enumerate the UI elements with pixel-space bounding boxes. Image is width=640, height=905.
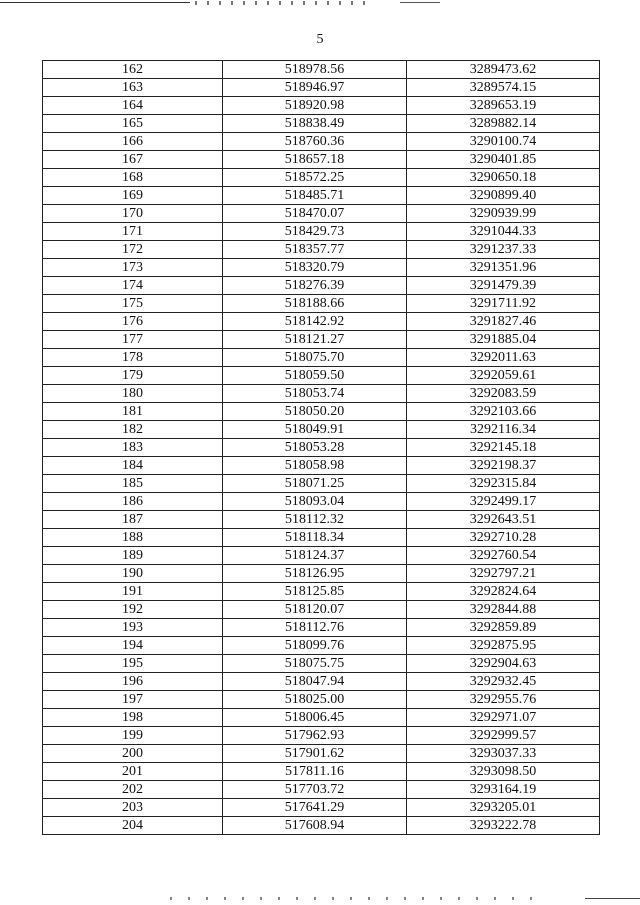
y-coordinate-cell: 3293164.19 (407, 781, 600, 799)
point-number-cell: 174 (43, 277, 223, 295)
table-row (43, 493, 600, 511)
point-number-cell: 182 (43, 421, 223, 439)
table-row (43, 115, 600, 133)
y-coordinate-cell: 3290650.18 (407, 169, 600, 187)
scan-line (400, 2, 440, 3)
table-row (43, 475, 600, 493)
y-coordinate-cell: 3292315.84 (407, 475, 600, 493)
table-row (43, 511, 600, 529)
table-row (43, 601, 600, 619)
x-coordinate-cell: 518978.56 (223, 61, 407, 79)
y-coordinate-cell: 3291885.04 (407, 331, 600, 349)
point-number-cell: 199 (43, 727, 223, 745)
point-number-cell: 192 (43, 601, 223, 619)
table-row (43, 403, 600, 421)
y-coordinate-cell: 3292710.28 (407, 529, 600, 547)
table-row (43, 223, 600, 241)
y-coordinate-cell: 3292859.89 (407, 619, 600, 637)
point-number-cell: 165 (43, 115, 223, 133)
table-row (43, 97, 600, 115)
table-row (43, 421, 600, 439)
y-coordinate-cell: 3291237.33 (407, 241, 600, 259)
x-coordinate-cell: 518112.32 (223, 511, 407, 529)
point-number-cell: 195 (43, 655, 223, 673)
y-coordinate-cell: 3292824.64 (407, 583, 600, 601)
scan-dots (195, 1, 365, 5)
point-number-cell: 197 (43, 691, 223, 709)
y-coordinate-cell: 3292971.07 (407, 709, 600, 727)
x-coordinate-cell: 518058.98 (223, 457, 407, 475)
y-coordinate-cell: 3292083.59 (407, 385, 600, 403)
y-coordinate-cell: 3291044.33 (407, 223, 600, 241)
x-coordinate-cell: 518025.00 (223, 691, 407, 709)
table-row (43, 79, 600, 97)
table-row (43, 205, 600, 223)
point-number-cell: 186 (43, 493, 223, 511)
point-number-cell: 163 (43, 79, 223, 97)
point-number-cell: 164 (43, 97, 223, 115)
table-row (43, 295, 600, 313)
x-coordinate-cell: 518126.95 (223, 565, 407, 583)
y-coordinate-cell: 3292643.51 (407, 511, 600, 529)
scan-artifact-bottom (0, 893, 640, 903)
y-coordinate-cell: 3292499.17 (407, 493, 600, 511)
point-number-cell: 187 (43, 511, 223, 529)
table-row (43, 277, 600, 295)
x-coordinate-cell: 518071.25 (223, 475, 407, 493)
coordinate-table-body (43, 61, 600, 835)
x-coordinate-cell: 518075.70 (223, 349, 407, 367)
table-row (43, 691, 600, 709)
y-coordinate-cell: 3292844.88 (407, 601, 600, 619)
y-coordinate-cell: 3289882.14 (407, 115, 600, 133)
point-number-cell: 185 (43, 475, 223, 493)
y-coordinate-cell: 3293037.33 (407, 745, 600, 763)
point-number-cell: 203 (43, 799, 223, 817)
table-row (43, 61, 600, 79)
x-coordinate-cell: 518053.28 (223, 439, 407, 457)
y-coordinate-cell: 3291827.46 (407, 313, 600, 331)
point-number-cell: 173 (43, 259, 223, 277)
table-row (43, 385, 600, 403)
point-number-cell: 189 (43, 547, 223, 565)
y-coordinate-cell: 3289574.15 (407, 79, 600, 97)
x-coordinate-cell: 518050.20 (223, 403, 407, 421)
y-coordinate-cell: 3291479.39 (407, 277, 600, 295)
table-row (43, 727, 600, 745)
point-number-cell: 184 (43, 457, 223, 475)
x-coordinate-cell: 518276.39 (223, 277, 407, 295)
table-row (43, 259, 600, 277)
table-row (43, 349, 600, 367)
point-number-cell: 168 (43, 169, 223, 187)
y-coordinate-cell: 3292059.61 (407, 367, 600, 385)
x-coordinate-cell: 518049.91 (223, 421, 407, 439)
y-coordinate-cell: 3292797.21 (407, 565, 600, 583)
point-number-cell: 172 (43, 241, 223, 259)
x-coordinate-cell: 518838.49 (223, 115, 407, 133)
y-coordinate-cell: 3292904.63 (407, 655, 600, 673)
point-number-cell: 194 (43, 637, 223, 655)
x-coordinate-cell: 518142.92 (223, 313, 407, 331)
point-number-cell: 193 (43, 619, 223, 637)
x-coordinate-cell: 517962.93 (223, 727, 407, 745)
x-coordinate-cell: 517811.16 (223, 763, 407, 781)
table-row (43, 367, 600, 385)
point-number-cell: 179 (43, 367, 223, 385)
y-coordinate-cell: 3293205.01 (407, 799, 600, 817)
x-coordinate-cell: 518093.04 (223, 493, 407, 511)
table-row (43, 331, 600, 349)
x-coordinate-cell: 517901.62 (223, 745, 407, 763)
point-number-cell: 170 (43, 205, 223, 223)
x-coordinate-cell: 518429.73 (223, 223, 407, 241)
x-coordinate-cell: 518121.27 (223, 331, 407, 349)
table-row (43, 583, 600, 601)
y-coordinate-cell: 3292875.95 (407, 637, 600, 655)
page-number: 5 (316, 32, 324, 47)
table-row (43, 637, 600, 655)
point-number-cell: 176 (43, 313, 223, 331)
y-coordinate-cell: 3290100.74 (407, 133, 600, 151)
point-number-cell: 171 (43, 223, 223, 241)
x-coordinate-cell: 518485.71 (223, 187, 407, 205)
x-coordinate-cell: 518320.79 (223, 259, 407, 277)
y-coordinate-cell: 3292116.34 (407, 421, 600, 439)
x-coordinate-cell: 518053.74 (223, 385, 407, 403)
table-row (43, 565, 600, 583)
table-row (43, 241, 600, 259)
y-coordinate-cell: 3292760.54 (407, 547, 600, 565)
point-number-cell: 166 (43, 133, 223, 151)
point-number-cell: 188 (43, 529, 223, 547)
table-row (43, 151, 600, 169)
y-coordinate-cell: 3289473.62 (407, 61, 600, 79)
x-coordinate-cell: 518059.50 (223, 367, 407, 385)
x-coordinate-cell: 518920.98 (223, 97, 407, 115)
point-number-cell: 162 (43, 61, 223, 79)
y-coordinate-cell: 3292011.63 (407, 349, 600, 367)
x-coordinate-cell: 518125.85 (223, 583, 407, 601)
point-number-cell: 202 (43, 781, 223, 799)
y-coordinate-cell: 3292198.37 (407, 457, 600, 475)
table-row (43, 529, 600, 547)
table-row (43, 673, 600, 691)
x-coordinate-cell: 518120.07 (223, 601, 407, 619)
point-number-cell: 167 (43, 151, 223, 169)
scan-line (585, 898, 640, 899)
scan-artifact-top (0, 0, 640, 14)
y-coordinate-cell: 3290899.40 (407, 187, 600, 205)
x-coordinate-cell: 518124.37 (223, 547, 407, 565)
table-row (43, 313, 600, 331)
table-row (43, 817, 600, 835)
x-coordinate-cell: 518572.25 (223, 169, 407, 187)
table-row (43, 619, 600, 637)
x-coordinate-cell: 517608.94 (223, 817, 407, 835)
x-coordinate-cell: 518760.36 (223, 133, 407, 151)
point-number-cell: 204 (43, 817, 223, 835)
x-coordinate-cell: 518470.07 (223, 205, 407, 223)
table-row (43, 745, 600, 763)
y-coordinate-cell: 3292145.18 (407, 439, 600, 457)
point-number-cell: 178 (43, 349, 223, 367)
y-coordinate-cell: 3292955.76 (407, 691, 600, 709)
table-row (43, 709, 600, 727)
scan-dots (170, 897, 540, 900)
x-coordinate-cell: 518075.75 (223, 655, 407, 673)
table-row (43, 133, 600, 151)
point-number-cell: 196 (43, 673, 223, 691)
y-coordinate-cell: 3290401.85 (407, 151, 600, 169)
y-coordinate-cell: 3291711.92 (407, 295, 600, 313)
point-number-cell: 169 (43, 187, 223, 205)
x-coordinate-cell: 518099.76 (223, 637, 407, 655)
table-row (43, 187, 600, 205)
x-coordinate-cell: 518188.66 (223, 295, 407, 313)
point-number-cell: 198 (43, 709, 223, 727)
y-coordinate-cell: 3291351.96 (407, 259, 600, 277)
coordinate-table (42, 60, 600, 835)
y-coordinate-cell: 3293222.78 (407, 817, 600, 835)
y-coordinate-cell: 3290939.99 (407, 205, 600, 223)
point-number-cell: 177 (43, 331, 223, 349)
point-number-cell: 201 (43, 763, 223, 781)
y-coordinate-cell: 3289653.19 (407, 97, 600, 115)
x-coordinate-cell: 518006.45 (223, 709, 407, 727)
table-row (43, 781, 600, 799)
point-number-cell: 191 (43, 583, 223, 601)
y-coordinate-cell: 3293098.50 (407, 763, 600, 781)
x-coordinate-cell: 518657.18 (223, 151, 407, 169)
y-coordinate-cell: 3292103.66 (407, 403, 600, 421)
x-coordinate-cell: 517703.72 (223, 781, 407, 799)
x-coordinate-cell: 518047.94 (223, 673, 407, 691)
y-coordinate-cell: 3292932.45 (407, 673, 600, 691)
point-number-cell: 183 (43, 439, 223, 457)
point-number-cell: 200 (43, 745, 223, 763)
table-row (43, 439, 600, 457)
point-number-cell: 175 (43, 295, 223, 313)
x-coordinate-cell: 517641.29 (223, 799, 407, 817)
table-row (43, 457, 600, 475)
x-coordinate-cell: 518946.97 (223, 79, 407, 97)
x-coordinate-cell: 518118.34 (223, 529, 407, 547)
point-number-cell: 180 (43, 385, 223, 403)
point-number-cell: 190 (43, 565, 223, 583)
x-coordinate-cell: 518112.76 (223, 619, 407, 637)
y-coordinate-cell: 3292999.57 (407, 727, 600, 745)
point-number-cell: 181 (43, 403, 223, 421)
table-row (43, 655, 600, 673)
table-row (43, 763, 600, 781)
table-row (43, 169, 600, 187)
table-row (43, 547, 600, 565)
scan-line (0, 2, 190, 3)
table-row (43, 799, 600, 817)
x-coordinate-cell: 518357.77 (223, 241, 407, 259)
